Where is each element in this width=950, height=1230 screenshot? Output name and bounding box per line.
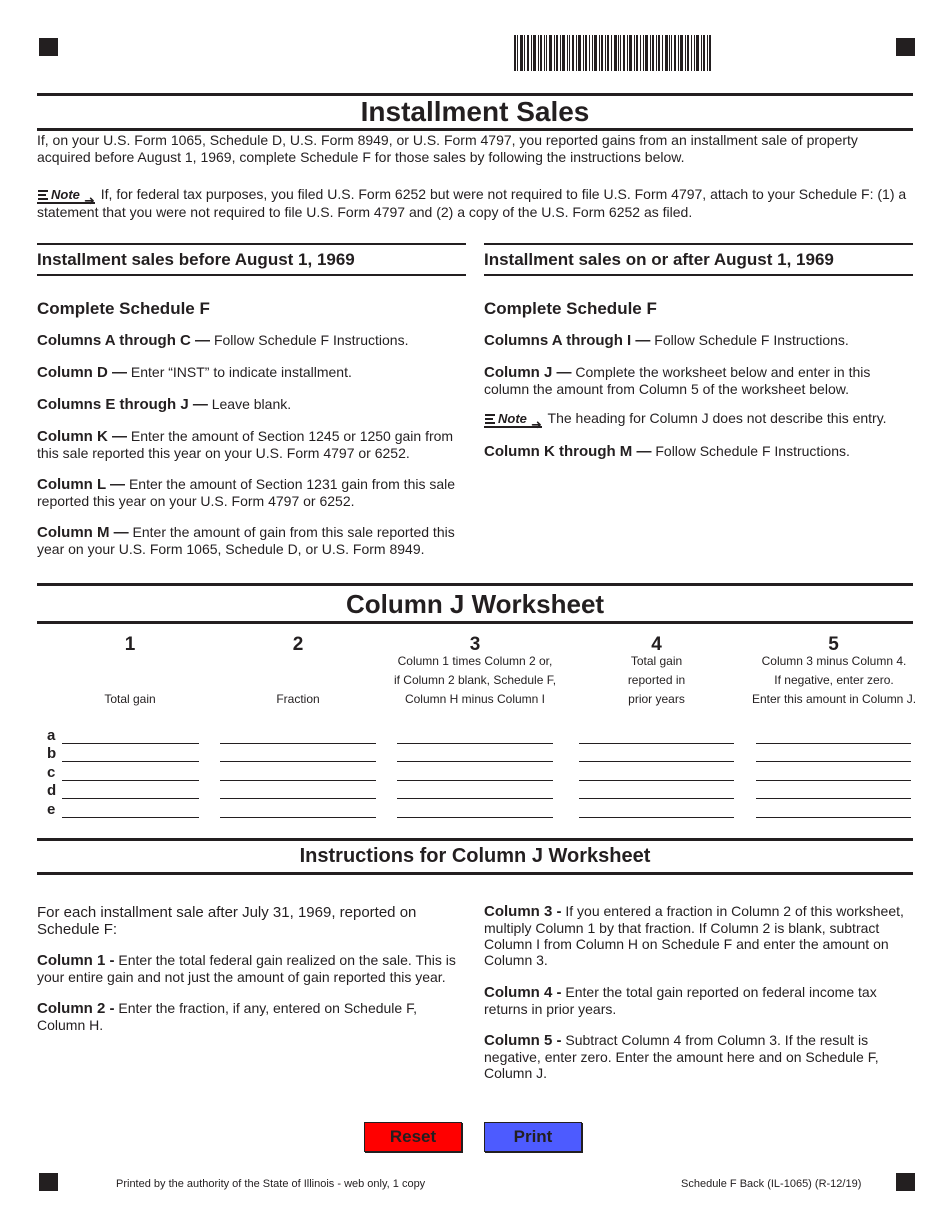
entry-line-d-col5[interactable] <box>756 798 911 799</box>
entry-line-d-col4[interactable] <box>579 798 734 799</box>
instructions-left-item-0: Column 1 - Enter the total federal gain realized on the sale. This is your entire gain and not just the amount of gain reported this year. <box>37 952 456 985</box>
entry-line-c-col1[interactable] <box>62 780 199 781</box>
column-4-desc: Total gain reported in prior years <box>627 654 686 706</box>
entry-line-b-col2[interactable] <box>220 761 376 762</box>
row-label-e: e <box>47 801 56 818</box>
instructions-title: Instructions for Column J Worksheet <box>299 845 651 867</box>
left-section-heading: Installment sales before August 1, 1969 <box>37 250 355 269</box>
row-label-b: b <box>47 745 57 762</box>
row-label-a: a <box>47 727 56 744</box>
left-section-bottom-rule <box>37 274 466 276</box>
left-item-3: Column K — Enter the amount of Section 1245 or 1250 gain from this sale reported this year on your U.S. Form 4797 or 6252. <box>37 428 454 461</box>
right-section-bottom-rule <box>484 274 913 276</box>
instructions-intro: For each installment sale after July 31, 1969, reported on Schedule F: <box>37 904 417 938</box>
column-5-number: 5 <box>828 634 839 655</box>
registration-mark-top-left <box>39 38 58 56</box>
right-item-1: Column J — Complete the worksheet below and enter in this column the amount from Column 5 of the worksheet below. <box>484 364 871 397</box>
note-icon: Note ➜ <box>37 188 95 204</box>
right-item-2: Column K through M — Follow Schedule F Instructions. <box>484 443 850 460</box>
top-note-text: If, for federal tax purposes, you filed U.S. Form 6252 but were not required to file U.S. Form 4797, attach to your Schedule F: (1) a statement that you were not required to file U.S. Form 4797 and (2) a copy of the U.S. Form 6252 as filed. <box>37 186 907 220</box>
column-3-desc: Column 1 times Column 2 or, if Column 2 blank, Schedule F, Column H minus Column I <box>393 654 557 706</box>
left-item-1: Column D — Enter “INST” to indicate installment. <box>37 364 352 381</box>
top-note <box>37 186 913 221</box>
column-1-desc: Total gain <box>104 692 156 706</box>
right-note <box>484 410 913 432</box>
entry-line-c-col2[interactable] <box>220 780 376 781</box>
left-item-0: Columns A through C — Follow Schedule F Instructions. <box>37 332 409 349</box>
right-section-top-rule <box>484 243 913 245</box>
intro-paragraph: If, on your U.S. Form 1065, Schedule D, U.S. Form 8949, or U.S. Form 4797, you reported gains from an installment sale of property acquired before August 1, 1969, complete Schedule F for those sales by following the instructions below. <box>37 132 858 165</box>
registration-mark-bottom-left <box>39 1173 58 1191</box>
column-2-number: 2 <box>292 634 304 655</box>
right-item-0: Columns A through I — Follow Schedule F Instructions. <box>484 332 849 349</box>
entry-line-d-col3[interactable] <box>397 798 553 799</box>
column-3-number: 3 <box>469 634 481 655</box>
barcode <box>514 35 711 71</box>
worksheet-bottom-rule <box>37 621 913 624</box>
left-item-4: Column L — Enter the amount of Section 1231 gain from this sale reported this year on your U.S. Form 4797 or 6252. <box>37 476 456 509</box>
registration-mark-top-right <box>896 38 915 56</box>
right-section-subheading: Complete Schedule F <box>484 299 657 318</box>
footer-form-id: Schedule F Back (IL-1065) (R-12/19) <box>681 1178 862 1190</box>
entry-line-e-col2[interactable] <box>220 817 376 818</box>
entry-line-a-col5[interactable] <box>756 743 911 744</box>
entry-line-a-col1[interactable] <box>62 743 199 744</box>
entry-line-b-col4[interactable] <box>579 761 734 762</box>
entry-line-a-col3[interactable] <box>397 743 553 744</box>
left-item-2: Columns E through J — Leave blank. <box>37 396 292 413</box>
note-icon: Note ➜ <box>484 412 542 428</box>
reset-button[interactable]: Reset <box>364 1122 462 1152</box>
worksheet-top-rule <box>37 583 913 586</box>
entry-line-e-col4[interactable] <box>579 817 734 818</box>
print-button[interactable]: Print <box>484 1122 582 1152</box>
instructions-left-item-1: Column 2 - Enter the fraction, if any, entered on Schedule F, Column H. <box>37 1000 417 1033</box>
entry-line-e-col1[interactable] <box>62 817 199 818</box>
worksheet-title: Column J Worksheet <box>345 589 605 619</box>
entry-line-d-col1[interactable] <box>62 798 199 799</box>
column-1-number: 1 <box>124 634 136 655</box>
title-bottom-rule <box>37 128 913 131</box>
entry-line-e-col5[interactable] <box>756 817 911 818</box>
entry-line-b-col3[interactable] <box>397 761 553 762</box>
entry-line-b-col1[interactable] <box>62 761 199 762</box>
entry-line-e-col3[interactable] <box>397 817 553 818</box>
registration-mark-bottom-right <box>896 1173 915 1191</box>
page-title: Installment Sales <box>360 96 590 127</box>
column-4-number: 4 <box>651 634 662 655</box>
instructions-right-item-2: Column 5 - Subtract Column 4 from Column 3. If the result is negative, enter zero. Enter the amount here and on Schedule F, Column J. <box>484 1032 879 1081</box>
right-note-text: The heading for Column J does not describe this entry. <box>547 410 887 426</box>
entry-line-a-col4[interactable] <box>579 743 734 744</box>
entry-line-c-col4[interactable] <box>579 780 734 781</box>
entry-line-d-col2[interactable] <box>220 798 376 799</box>
footer-authority: Printed by the authority of the State of Illinois - web only, 1 copy <box>116 1178 426 1190</box>
left-section-top-rule <box>37 243 466 245</box>
entry-line-a-col2[interactable] <box>220 743 376 744</box>
instructions-bottom-rule <box>37 872 913 875</box>
instructions-right-item-0: Column 3 - If you entered a fraction in Column 2 of this worksheet, multiply Column 1 by that fraction. If Column 2 is blank, subtract Column I from Column H on Schedule F and enter the amount on Column 3. <box>484 903 904 968</box>
left-section-subheading: Complete Schedule F <box>37 299 210 318</box>
right-section-heading: Installment sales on or after August 1, 1969 <box>484 250 834 269</box>
entry-line-b-col5[interactable] <box>756 761 911 762</box>
left-item-5: Column M — Enter the amount of gain from this sale reported this year on your U.S. Form 1065, Schedule D, or U.S. Form 8949. <box>37 524 455 557</box>
column-2-desc: Fraction <box>276 692 320 706</box>
row-label-c: c <box>47 764 56 781</box>
instructions-right-item-1: Column 4 - Enter the total gain reported on federal income tax returns in prior years. <box>484 984 877 1017</box>
instructions-top-rule <box>37 838 913 841</box>
entry-line-c-col3[interactable] <box>397 780 553 781</box>
entry-line-c-col5[interactable] <box>756 780 911 781</box>
row-label-d: d <box>47 782 57 799</box>
column-5-desc: Column 3 minus Column 4. If negative, enter zero. Enter this amount in Column J. <box>751 654 917 706</box>
